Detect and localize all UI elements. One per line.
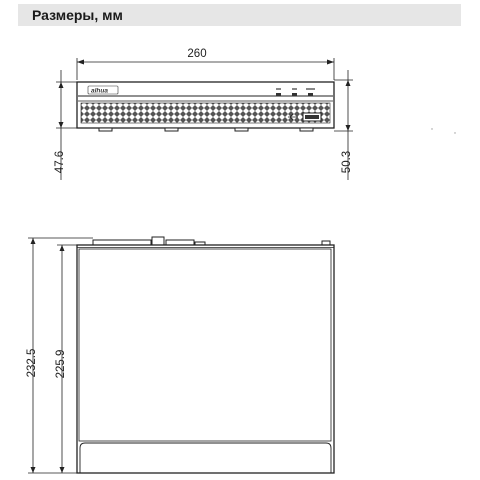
front-view <box>56 58 353 180</box>
usb-port-icon <box>288 113 321 121</box>
right-height-label: 50.3 <box>341 150 353 174</box>
stray-marks <box>431 128 455 133</box>
top-view <box>28 237 334 473</box>
outer-depth-label: 232.5 <box>26 348 38 378</box>
brand-logo-text: alhua <box>91 87 108 95</box>
width-dimension <box>77 58 334 80</box>
left-height-label: 47.6 <box>54 150 66 174</box>
brand-logo <box>88 86 118 95</box>
top-inner-panel <box>79 249 331 441</box>
inner-depth-label: 225.9 <box>55 349 67 379</box>
width-label: 260 <box>187 48 207 60</box>
section-title: Размеры, мм <box>32 7 123 23</box>
